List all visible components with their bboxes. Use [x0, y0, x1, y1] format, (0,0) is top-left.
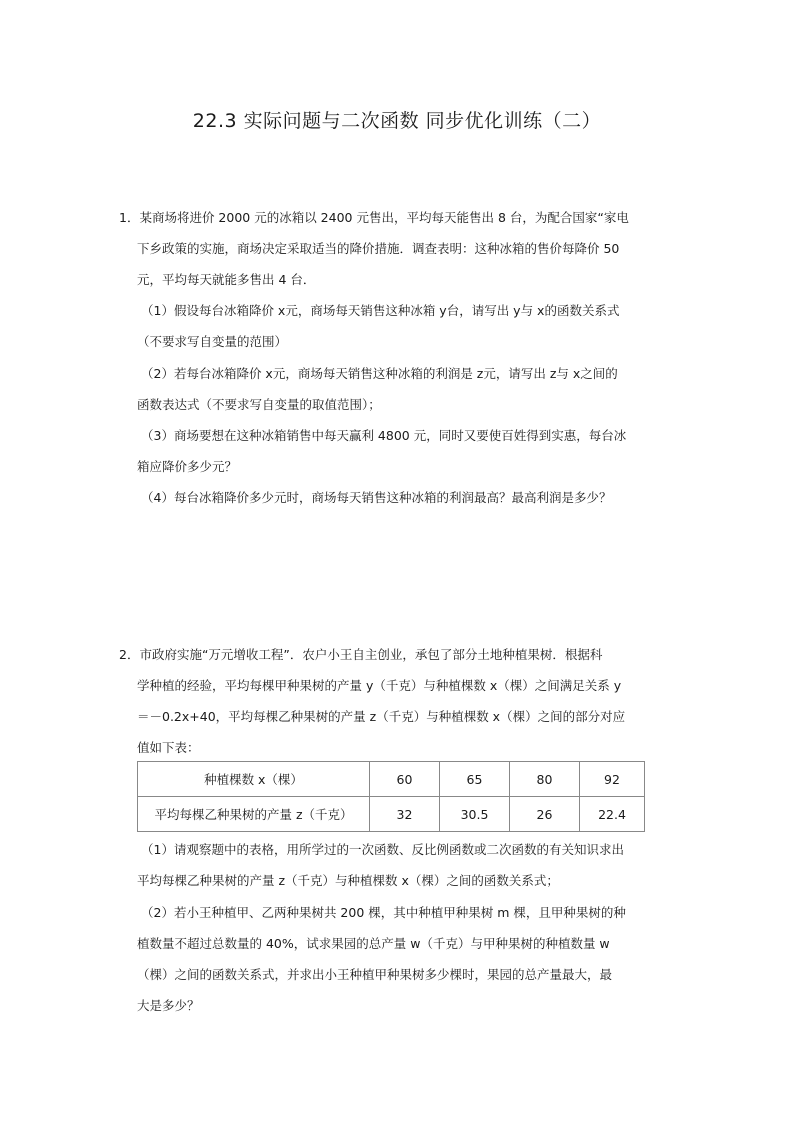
q1-part2-line-2: 函数表达式（不要求写自变量的取值范围）； — [137, 397, 381, 412]
table-cell: 80 — [510, 762, 580, 797]
table-header-cell: 种植棵数 x（棵） — [138, 762, 370, 797]
q2-part2-line-1: （2）若小王种植甲、乙两种果树共 200 棵，其中种植甲种果树 m 棵，且甲种果树的种 — [141, 905, 626, 920]
q1-part1-line-1: （1）假设每台冰箱降价 x元，商场每天销售这种冰箱 y台，请写出 y与 x的函数关系式 — [141, 303, 620, 318]
table-cell: 26 — [510, 797, 580, 832]
table-cell: 30.5 — [440, 797, 510, 832]
q1-part2-line-1: （2）若每台冰箱降价 x元，商场每天销售这种冰箱的利润是 z元，请写出 z与 x之间的 — [141, 366, 618, 381]
q1-part4: （4）每台冰箱降价多少元时，商场每天销售这种冰箱的利润最高？最高利润是多少？ — [141, 490, 612, 505]
q2-part2-line-4: 大是多少？ — [137, 998, 200, 1013]
q2-line-2: 学种植的经验，平均每棵甲种果树的产量 y（千克）与种植棵数 x（棵）之间满足关系 y — [137, 678, 622, 693]
table-cell: 22.4 — [580, 797, 645, 832]
q2-part2-line-3: （棵）之间的函数关系式，并求出小王种植甲种果树多少棵时，果园的总产量最大，最 — [137, 967, 613, 982]
q2-part1-line-2: 平均每棵乙种果树的产量 z（千克）与种植棵数 x（棵）之间的函数关系式； — [137, 873, 559, 888]
page-title: 22.3 实际问题与二次函数 同步优化训练（二） — [192, 110, 602, 132]
table-cell: 65 — [440, 762, 510, 797]
table-cell: 92 — [580, 762, 645, 797]
q2-line-4: 值如下表： — [137, 740, 200, 755]
q1-line-2: 下乡政策的实施，商场决定采取适当的降价措施．调查表明：这种冰箱的售价每降价 50 — [137, 241, 620, 256]
q2-part2-line-2: 植数量不超过总数量的 40%，试求果园的总产量 w（千克）与甲种果树的种植数量 w — [137, 936, 610, 951]
q1-line-1: 1．某商场将进价 2000 元的冰箱以 2400 元售出，平均每天能售出 8 台，为配合国家“家电 — [119, 210, 629, 225]
table-header-cell: 平均每棵乙种果树的产量 z（千克） — [138, 797, 370, 832]
data-table — [137, 761, 645, 832]
table-cell: 32 — [370, 797, 440, 832]
q1-part3-line-2: 箱应降价多少元？ — [137, 459, 238, 474]
q1-part3-line-1: （3）商场要想在这种冰箱销售中每天赢利 4800 元，同时又要使百姓得到实惠，每台冰 — [141, 428, 627, 443]
table-row — [138, 797, 645, 832]
table-row — [138, 762, 645, 797]
table-cell: 60 — [370, 762, 440, 797]
q2-line-3: ＝－0.2x+40，平均每棵乙种果树的产量 z（千克）与种植棵数 x（棵）之间的部分对应 — [137, 709, 626, 724]
q1-part1-line-2: （不要求写自变量的范围） — [137, 334, 288, 349]
q2-line-1: 2．市政府实施“万元增收工程”．农户小王自主创业，承包了部分土地种植果树．根据科 — [119, 647, 603, 662]
q2-part1-line-1: （1）请观察题中的表格，用所学过的一次函数、反比例函数或二次函数的有关知识求出 — [141, 842, 624, 857]
q1-line-3: 元，平均每天就能多售出 4 台． — [137, 272, 316, 287]
